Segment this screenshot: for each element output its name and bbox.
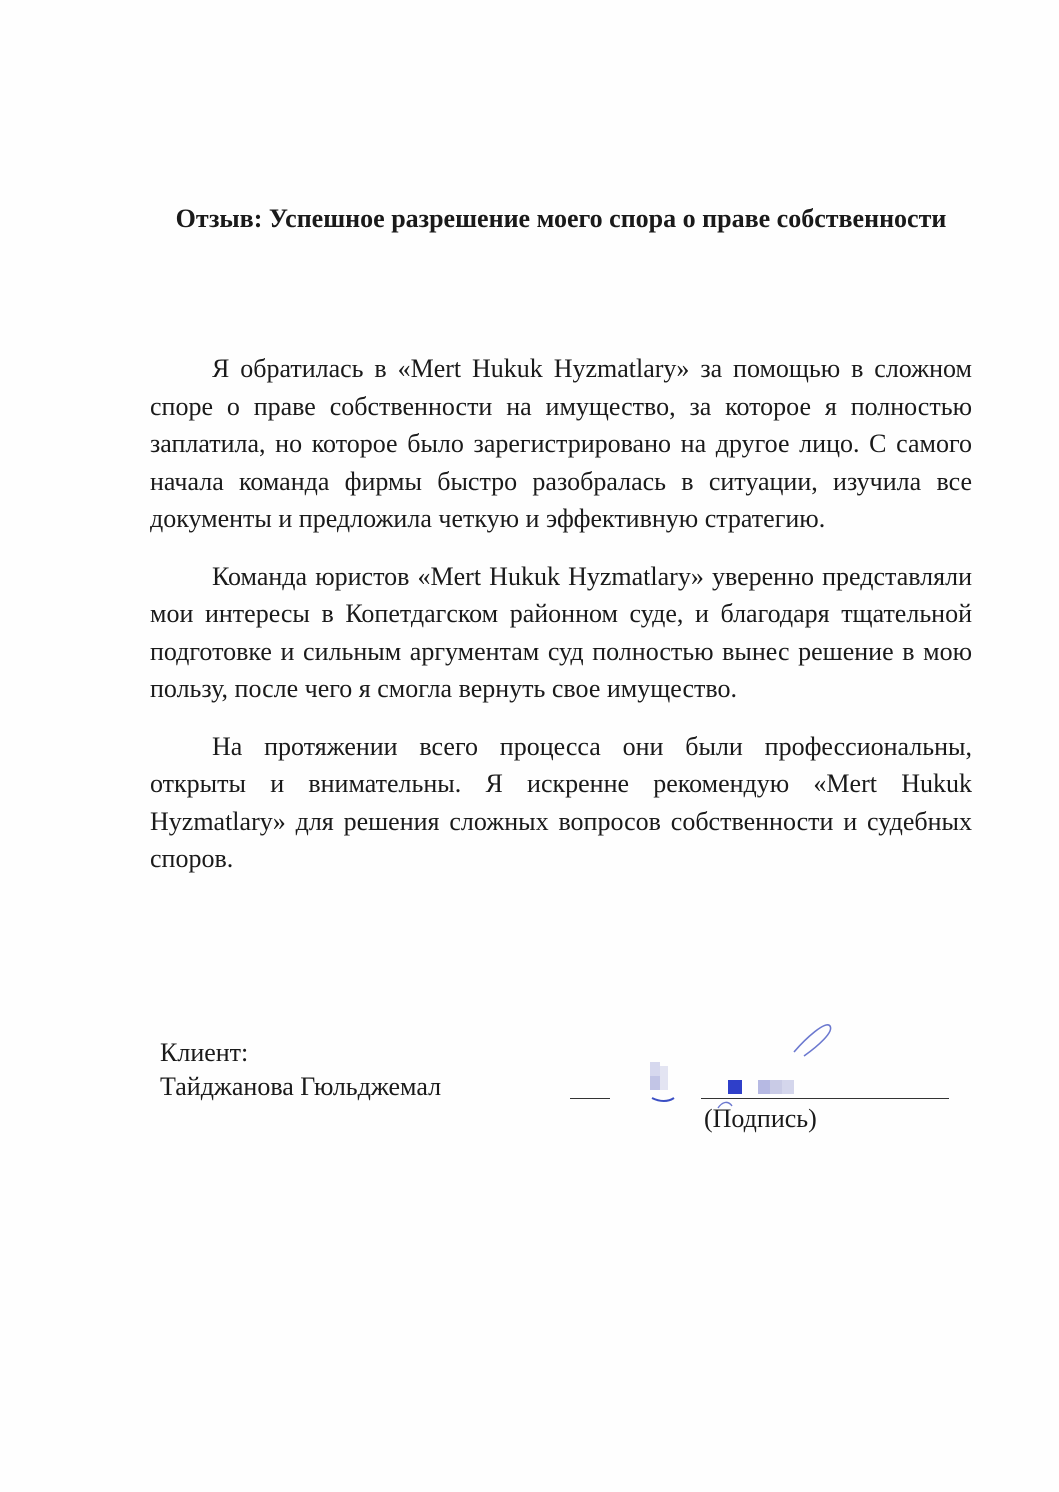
redaction-block: [758, 1080, 770, 1094]
client-name: Тайджанова Гюльджемал: [160, 1072, 442, 1101]
redaction-block: [660, 1066, 668, 1090]
client-block: [160, 1036, 441, 1104]
signature-caption: (Подпись): [704, 1104, 817, 1133]
signature-area: [568, 1010, 958, 1140]
document-body: [150, 350, 972, 898]
signature-stroke: [652, 1098, 674, 1101]
redaction-block: [728, 1080, 742, 1094]
redaction-block: [650, 1062, 660, 1076]
signature-stroke: [794, 1025, 831, 1056]
paragraph-3: На протяжении всего процесса они были профессиональны, открыты и внимательны. Я искренне рекомендую «Mert Hukuk Hyzmatlary» для решения сложных вопросов собственности и судебных споров.: [150, 731, 972, 873]
document-title: Отзыв: Успешное разрешение моего спора о праве собственности: [175, 204, 947, 233]
redaction-block: [650, 1076, 660, 1090]
redaction-block: [770, 1080, 782, 1094]
paragraph-1: Я обратилась в «Mert Hukuk Hyzmatlary» за помощью в сложном споре о праве собственности на имущество, за которое я полностью заплатила, но которое было зарегистрировано на другое лицо. С самого начала команда фирмы быстро разобралась в ситуации, изучила все документы и предложила четкую и эффективную стратегию.: [150, 354, 972, 533]
client-label: Клиент:: [160, 1038, 249, 1067]
paragraph-2: Команда юристов «Mert Hukuk Hyzmatlary» уверенно представляли мои интересы в Копетдагском районном суде, и благодаря тщательной подготовке и сильным аргументам суд полностью вынес решение в мою пользу, после чего я смогла вернуть свое имущество.: [150, 561, 972, 703]
redaction-block: [782, 1080, 794, 1094]
